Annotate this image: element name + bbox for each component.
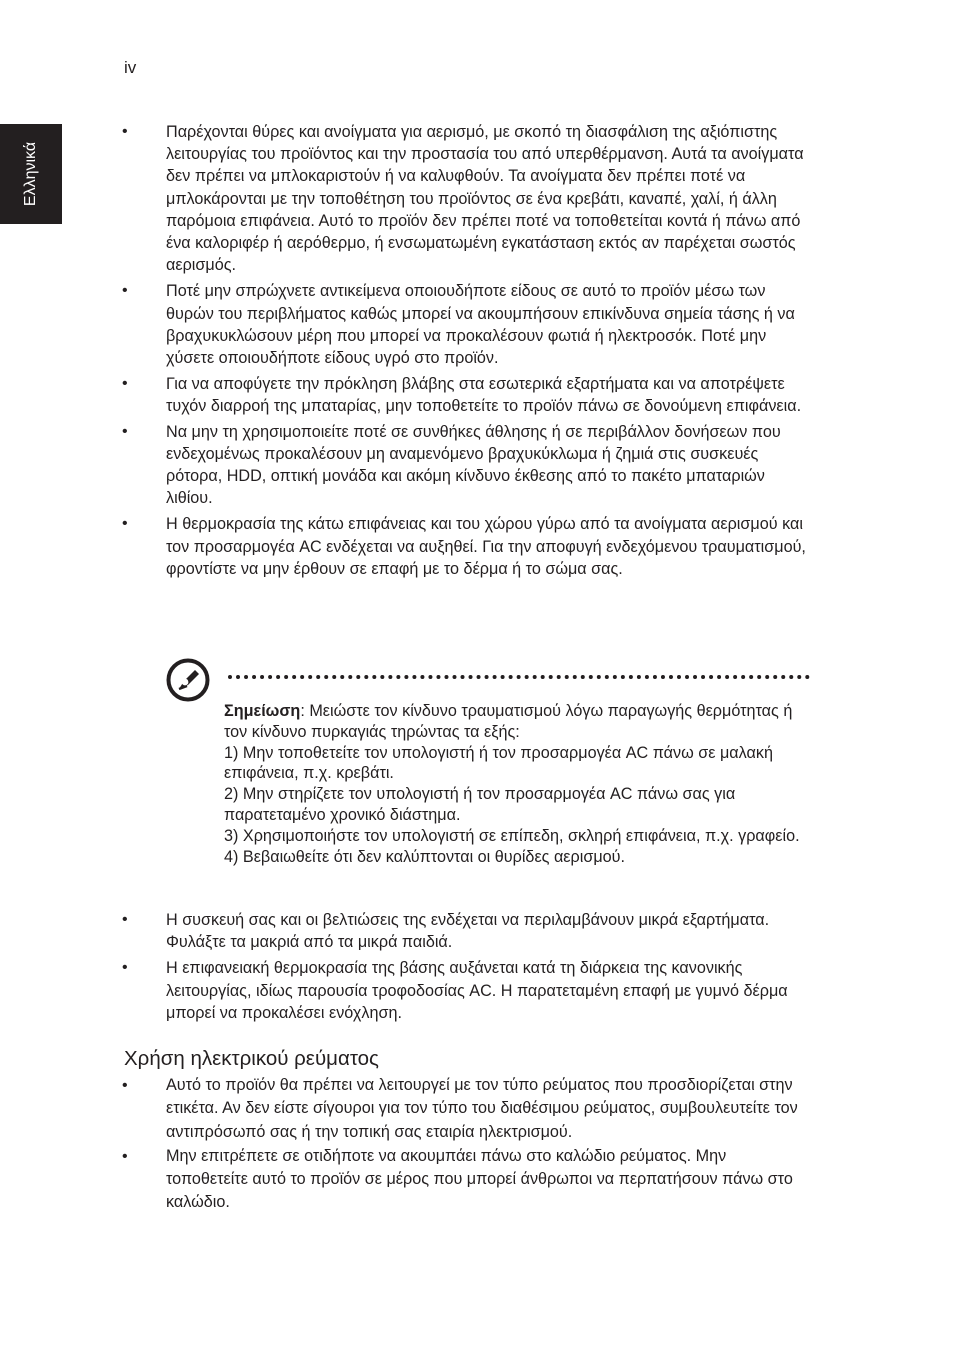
list-item <box>0 1074 806 1144</box>
list-item-text: Ποτέ μην σπρώχνετε αντικείμενα οποιουδήποτε είδους σε αυτό το προϊόν μέσω των θυρών του περιβλήματος καθώς μπορεί να ακουμπήσουν επικίνδυνα σημεία τάσης ή να βραχυκυκλώσουν μέρη που μπορεί να προκαλέσουν φωτιά ή ηλεκτροσόκ. Ποτέ μην χύσετε οποιουδήποτε είδους υγρό στο προϊόν. <box>166 282 795 368</box>
list-item <box>0 957 806 1024</box>
list-item <box>0 513 806 580</box>
bullet-icon: • <box>122 123 128 140</box>
note-intro-text: : Μειώστε τον κίνδυνο τραυματισμού λόγω παραγωγής θερμότητας ή τον κίνδυνο πυρκαγιάς τηρώντας τα εξής: <box>224 702 793 741</box>
bullet-icon: • <box>122 1147 128 1165</box>
list-item <box>0 121 806 276</box>
note-label: Σημείωση <box>224 702 301 720</box>
bullet-icon: • <box>122 422 128 440</box>
section-heading: Χρήση ηλεκτρικού ρεύματος <box>124 1047 379 1070</box>
note-box <box>224 701 804 867</box>
list-item-text: Η επιφανειακή θερμοκρασία της βάσης αυξάνεται κατά τη διάρκεια της κανονικής λειτουργίας, ιδίως παρουσία τροφοδοσίας AC. Η παρατεταμένη επαφή με γυμνό δέρμα μπορεί να προκαλέσει ενόχληση. <box>166 959 788 1022</box>
list-item-text: Παρέχονται θύρες και ανοίγματα για αερισμό, με σκοπό τη διασφάλιση της αξιόπιστης λειτουργίας του προϊόντος και την προστασία του από υπερθέρμανση. Αυτά τα ανοίγματα δεν πρέπει να μπλοκαριστούν ή να καλυφθούν. Τα ανοίγματα δεν πρέπει ποτέ να μπλοκάρονται με την τοποθέτηση του προϊόντος σε ένα κρεβάτι, καναπέ, χαλί, ή άλλη παρόμοια επιφάνεια. Αυτό το προϊόν δεν πρέπει ποτέ να τοποθετείται κοντά ή πάνω από ένα καλοριφέρ ή αερόθερμο, ή ενσωματωμένη εγκατάσταση εκτός αν παρέχεται σωστός αερισμός. <box>166 123 804 275</box>
safety-bullet-list <box>0 121 806 584</box>
bullet-icon: • <box>122 911 128 928</box>
safety-bullet-list <box>0 909 806 1028</box>
list-item-text: Για να αποφύγετε την πρόκληση βλάβης στα εσωτερικά εξαρτήματα και να αποτρέψετε τυχόν διαρροή της μπαταρίας, μην τοποθετείτε το προϊόν πάνω σε δονούμενη επιφάνεια. <box>166 375 802 416</box>
note-intro <box>224 701 804 743</box>
power-bullet-list <box>0 1074 806 1216</box>
bullet-icon: • <box>122 515 128 533</box>
list-item <box>0 421 806 510</box>
bullet-icon: • <box>122 282 128 300</box>
list-item-text: Αυτό το προϊόν θα πρέπει να λειτουργεί με τον τύπο ρεύματος που προσδιορίζεται στην ετικέτα. Αν δεν είστε σίγουροι για τον τύπο του διαθέσιμου ρεύματος, συμβουλευτείτε τον αντιπρόσωπό σας ή την τοπική σας εταιρία ηλεκτρισμού. <box>166 1076 798 1141</box>
list-item-text: Η θερμοκρασία της κάτω επιφάνειας και του χώρου γύρω από τα ανοίγματα αερισμού και τον προσαρμογέα AC ενδέχεται να αυξηθεί. Για την αποφυγή ενδεχόμενου τραυματισμού, φροντίστε να μην έρθουν σε επαφή με το δέρμα ή το σώμα σας. <box>166 515 806 578</box>
note-divider <box>228 675 810 679</box>
list-item <box>0 909 806 953</box>
list-item <box>0 373 806 417</box>
list-item <box>0 280 806 369</box>
bullet-icon: • <box>122 1077 128 1094</box>
note-step: 3) Χρησιμοποιήστε τον υπολογιστή σε επίπεδη, σκληρή επιφάνεια, π.χ. γραφείο. <box>224 826 800 845</box>
list-item <box>0 1145 806 1215</box>
list-item-text: Να μην τη χρησιμοποιείτε ποτέ σε συνθήκες άθλησης ή σε περιβάλλον δονήσεων που ενδεχομένως προκαλέσουν μη αναμενόμενο βραχυκύκλωμα ή ζημιά στις συσκευές ρότορα, HDD, οπτική μονάδα και ακόμη κίνδυνο έκθεσης από το πακέτο μπαταριών λιθίου. <box>166 422 781 508</box>
bullet-icon: • <box>122 375 128 393</box>
page-number: iv <box>124 58 137 77</box>
bullet-icon: • <box>122 959 128 977</box>
language-tab-label: Ελληνικά <box>22 141 39 207</box>
note-step: 2) Μην στηρίζετε τον υπολογιστή ή τον προσαρμογέα AC πάνω σας για παρατεταμένο χρονικό διάστημα. <box>224 785 736 824</box>
note-step: 4) Βεβαιωθείτε ότι δεν καλύπτονται οι θυρίδες αερισμού. <box>224 847 626 866</box>
note-step: 1) Μην τοποθετείτε τον υπολογιστή ή τον προσαρμογέα AC πάνω σε μαλακή επιφάνεια, π.χ. κρεβάτι. <box>224 743 773 783</box>
list-item-text: Η συσκευή σας και οι βελτιώσεις της ενδέχεται να περιλαμβάνουν μικρά εξαρτήματα. Φυλάξτε τα μακριά από τα μικρά παιδιά. <box>166 911 770 952</box>
note-icon <box>166 658 210 702</box>
list-item-text: Μην επιτρέπετε σε οτιδήποτε να ακουμπάει πάνω στο καλώδιο ρεύματος. Μην τοποθετείτε αυτό το προϊόν σε μέρος που μπορεί άνθρωποι να περπατήσουν πάνω στο καλώδιο. <box>166 1146 793 1212</box>
